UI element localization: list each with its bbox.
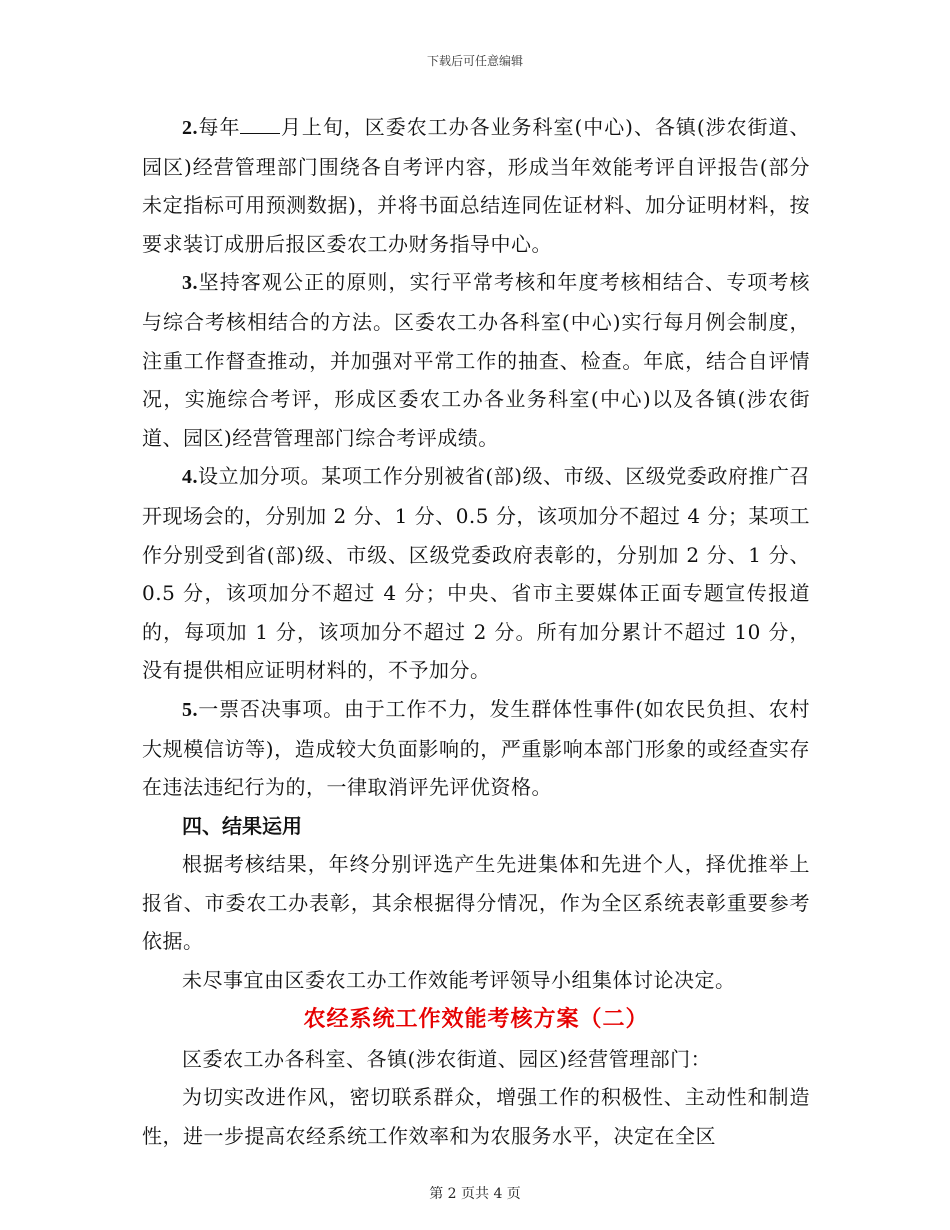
item-number: 3. (182, 272, 198, 295)
item-5 (142, 690, 810, 807)
item-text: 一票否决事项。由于工作不力，发生群体性事件(如农民负担、农村大规模信访等)，造成较大负面影响的，严重影响本部门形象的或经查实存在违法违纪行为的，一律取消评先评优资格。 (142, 696, 810, 800)
intro-paragraph: 为切实改进作风，密切联系群众，增强工作的积极性、主动性和制造性，进一步提高农经系统工作效率和为农服务水平，决定在全区 (142, 1085, 810, 1148)
document-title: 农经系统工作效能考核方案（二） (303, 1006, 649, 1032)
blank-field (240, 115, 280, 134)
section-heading: 四、结果运用 (182, 813, 302, 838)
item-3 (142, 263, 810, 457)
item-4 (142, 457, 810, 690)
document-body (142, 108, 810, 1155)
page-footer: 第 2 页共 4 页 (429, 1186, 521, 1202)
item-text: 月上旬，区委农工办各业务科室(中心)、各镇(涉农街道、园区)经营管理部门围绕各自考评内容，形成当年效能考评自评报告(部分未定指标可用预测数据)，并将书面总结连同佐证材料、加分证明材料，按要求装订成册后报区委农工办财务指导中心。 (142, 115, 810, 256)
item-text: 设立加分项。某项工作分别被省(部)级、市级、区级党委政府推广召开现场会的，分别加 2 分、1 分、0.5 分，该项加分不超过 4 分；某项工作分别受到省(部)级、市级、区级党委政府表彰的，分别加 2 分、1 分、0.5 分，该项加分不超过 4 分；中央、省市主要媒体正面专题宣传报道的，每项加 1 分，该项加分不超过 2 分。所有加分累计不超过 10 分，没有提供相应证明材料的，不予加分。 (142, 464, 810, 683)
item-text: 坚持客观公正的原则，实行平常考核和年度考核相结合、专项考核与综合考核相结合的方法。区委农工办各科室(中心)实行每月例会制度，注重工作督查推动，并加强对平常工作的抽查、检查。年底，结合自评情况，实施综合考评，形成区委农工办各业务科室(中心)以及各镇(涉农街道、园区)经营管理部门综合考评成绩。 (142, 270, 810, 450)
item-number: 4. (182, 466, 198, 489)
section-paragraph: 未尽事宜由区委农工办工作效能考评领导小组集体讨论决定。 (182, 968, 736, 993)
item-number: 2. (182, 117, 198, 139)
item-number: 5. (182, 698, 198, 721)
addressee: 区委农工办各科室、各镇(涉农街道、园区)经营管理部门： (182, 1046, 712, 1071)
item-2 (142, 108, 810, 263)
section-paragraph: 根据考核结果，年终分别评选产生先进集体和先进个人，择优推举上报省、市委农工办表彰，其余根据得分情况，作为全区系统表彰重要参考依据。 (142, 852, 810, 954)
item-text-pre: 每年 (198, 115, 241, 139)
page-header: 下载后可任意编辑 (426, 54, 523, 68)
